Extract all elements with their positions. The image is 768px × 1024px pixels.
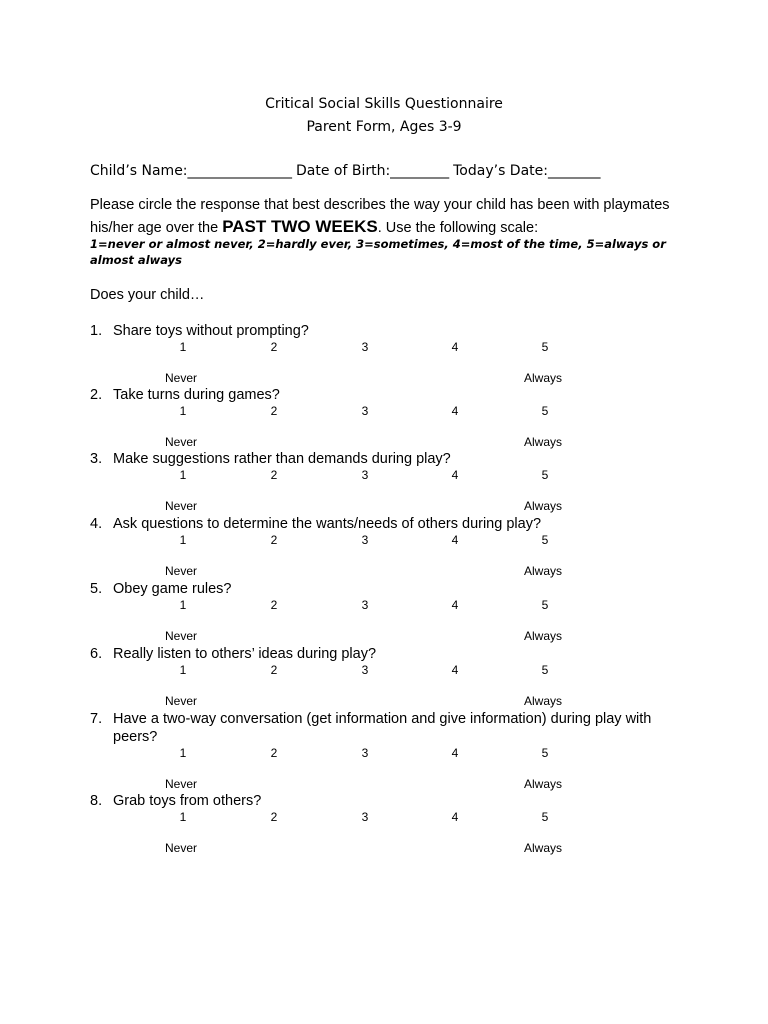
question-number: 4. <box>90 516 103 532</box>
scale-anchor-always: Always <box>524 841 563 855</box>
rating-option-1[interactable]: 1 <box>179 468 187 482</box>
question-text: Grab toys from others? <box>113 793 262 809</box>
scale-anchor-never: Never <box>165 694 198 708</box>
rating-option-2[interactable]: 2 <box>270 663 278 677</box>
rating-option-1[interactable]: 1 <box>179 746 187 760</box>
scale-anchor-always: Always <box>524 694 563 708</box>
rating-option-2[interactable]: 2 <box>270 340 278 354</box>
question-item <box>0 450 768 520</box>
rating-option-4[interactable]: 4 <box>451 810 459 824</box>
question-number: 5. <box>90 581 103 597</box>
rating-option-5[interactable]: 5 <box>541 533 549 547</box>
today-date-label: Today’s Date: <box>453 163 548 179</box>
rating-option-2[interactable]: 2 <box>270 533 278 547</box>
question-item <box>0 515 768 585</box>
rating-option-4[interactable]: 4 <box>451 404 459 418</box>
rating-option-4[interactable]: 4 <box>451 533 459 547</box>
question-number: 1. <box>90 323 103 339</box>
instructions-emphasis: PAST TWO WEEKS <box>222 217 378 236</box>
question-text: Ask questions to determine the wants/needs of others during play? <box>113 516 542 532</box>
question-item <box>0 710 768 791</box>
instructions-text: Please circle the response that best describes the way your child has been with playmates his/her age over the <box>90 197 670 236</box>
rating-option-2[interactable]: 2 <box>270 810 278 824</box>
rating-option-2[interactable]: 2 <box>270 404 278 418</box>
instructions-text-end: . Use the following scale: <box>377 220 539 236</box>
question-text: Have a two-way conversation (get information and give information) during play with peers? <box>113 711 652 745</box>
instructions-paragraph <box>90 195 680 239</box>
question-text: Take turns during games? <box>113 387 280 403</box>
rating-option-1[interactable]: 1 <box>179 810 187 824</box>
rating-option-4[interactable]: 4 <box>451 340 459 354</box>
question-number: 2. <box>90 387 103 403</box>
rating-option-1[interactable]: 1 <box>179 533 187 547</box>
rating-option-3[interactable]: 3 <box>361 598 369 612</box>
rating-option-4[interactable]: 4 <box>451 746 459 760</box>
rating-option-1[interactable]: 1 <box>179 404 187 418</box>
rating-option-3[interactable]: 3 <box>361 810 369 824</box>
rating-option-3[interactable]: 3 <box>361 468 369 482</box>
scale-anchor-always: Always <box>524 564 563 578</box>
question-number: 6. <box>90 646 103 662</box>
rating-option-4[interactable]: 4 <box>451 663 459 677</box>
info-fields-row <box>90 161 600 181</box>
question-text: Really listen to others’ ideas during play? <box>113 646 377 662</box>
scale-anchor-never: Never <box>165 371 198 385</box>
scale-anchor-never: Never <box>165 777 198 791</box>
rating-option-2[interactable]: 2 <box>270 468 278 482</box>
scale-anchor-never: Never <box>165 499 198 513</box>
scale-anchor-never: Never <box>165 629 198 643</box>
rating-option-1[interactable]: 1 <box>179 663 187 677</box>
question-number: 7. <box>90 711 103 727</box>
rating-option-3[interactable]: 3 <box>361 533 369 547</box>
child-name-blank: ________________ <box>187 163 292 179</box>
question-item <box>0 580 768 650</box>
child-name-label: Child’s Name: <box>90 163 188 179</box>
rating-option-4[interactable]: 4 <box>451 598 459 612</box>
dob-blank: _________ <box>390 163 449 179</box>
question-item <box>0 645 768 715</box>
scale-anchor-never: Never <box>165 564 198 578</box>
question-item <box>0 386 768 456</box>
rating-option-3[interactable]: 3 <box>361 340 369 354</box>
question-text: Obey game rules? <box>113 581 232 597</box>
rating-option-5[interactable]: 5 <box>541 810 549 824</box>
page-subtitle: Parent Form, Ages 3-9 <box>306 119 462 135</box>
rating-option-4[interactable]: 4 <box>451 468 459 482</box>
rating-option-3[interactable]: 3 <box>361 663 369 677</box>
rating-option-5[interactable]: 5 <box>541 598 549 612</box>
rating-option-1[interactable]: 1 <box>179 598 187 612</box>
today-date-blank: ________ <box>548 163 600 179</box>
rating-option-5[interactable]: 5 <box>541 663 549 677</box>
scale-anchor-always: Always <box>524 777 563 791</box>
page-title: Critical Social Skills Questionnaire <box>265 96 503 112</box>
question-text: Share toys without prompting? <box>113 323 309 339</box>
dob-label: Date of Birth: <box>295 163 391 179</box>
question-item <box>0 322 768 392</box>
scale-anchor-never: Never <box>165 841 198 855</box>
question-text: Make suggestions rather than demands during play? <box>113 451 451 467</box>
scale-anchor-always: Always <box>524 629 563 643</box>
scale-anchor-always: Always <box>524 371 563 385</box>
scale-anchor-always: Always <box>524 499 563 513</box>
rating-option-5[interactable]: 5 <box>541 340 549 354</box>
scale-anchor-always: Always <box>524 435 563 449</box>
scale-legend: 1=never or almost never, 2=hardly ever, 3=sometimes, 4=most of the time, 5=always or almost always <box>90 237 666 267</box>
lead-in-text: Does your child… <box>90 287 205 303</box>
rating-option-5[interactable]: 5 <box>541 746 549 760</box>
rating-option-1[interactable]: 1 <box>179 340 187 354</box>
question-number: 3. <box>90 451 103 467</box>
scale-anchor-never: Never <box>165 435 198 449</box>
rating-option-2[interactable]: 2 <box>270 598 278 612</box>
question-item <box>0 792 768 862</box>
question-number: 8. <box>90 793 103 809</box>
rating-option-5[interactable]: 5 <box>541 468 549 482</box>
rating-option-5[interactable]: 5 <box>541 404 549 418</box>
rating-option-3[interactable]: 3 <box>361 404 369 418</box>
rating-option-2[interactable]: 2 <box>270 746 278 760</box>
rating-option-3[interactable]: 3 <box>361 746 369 760</box>
